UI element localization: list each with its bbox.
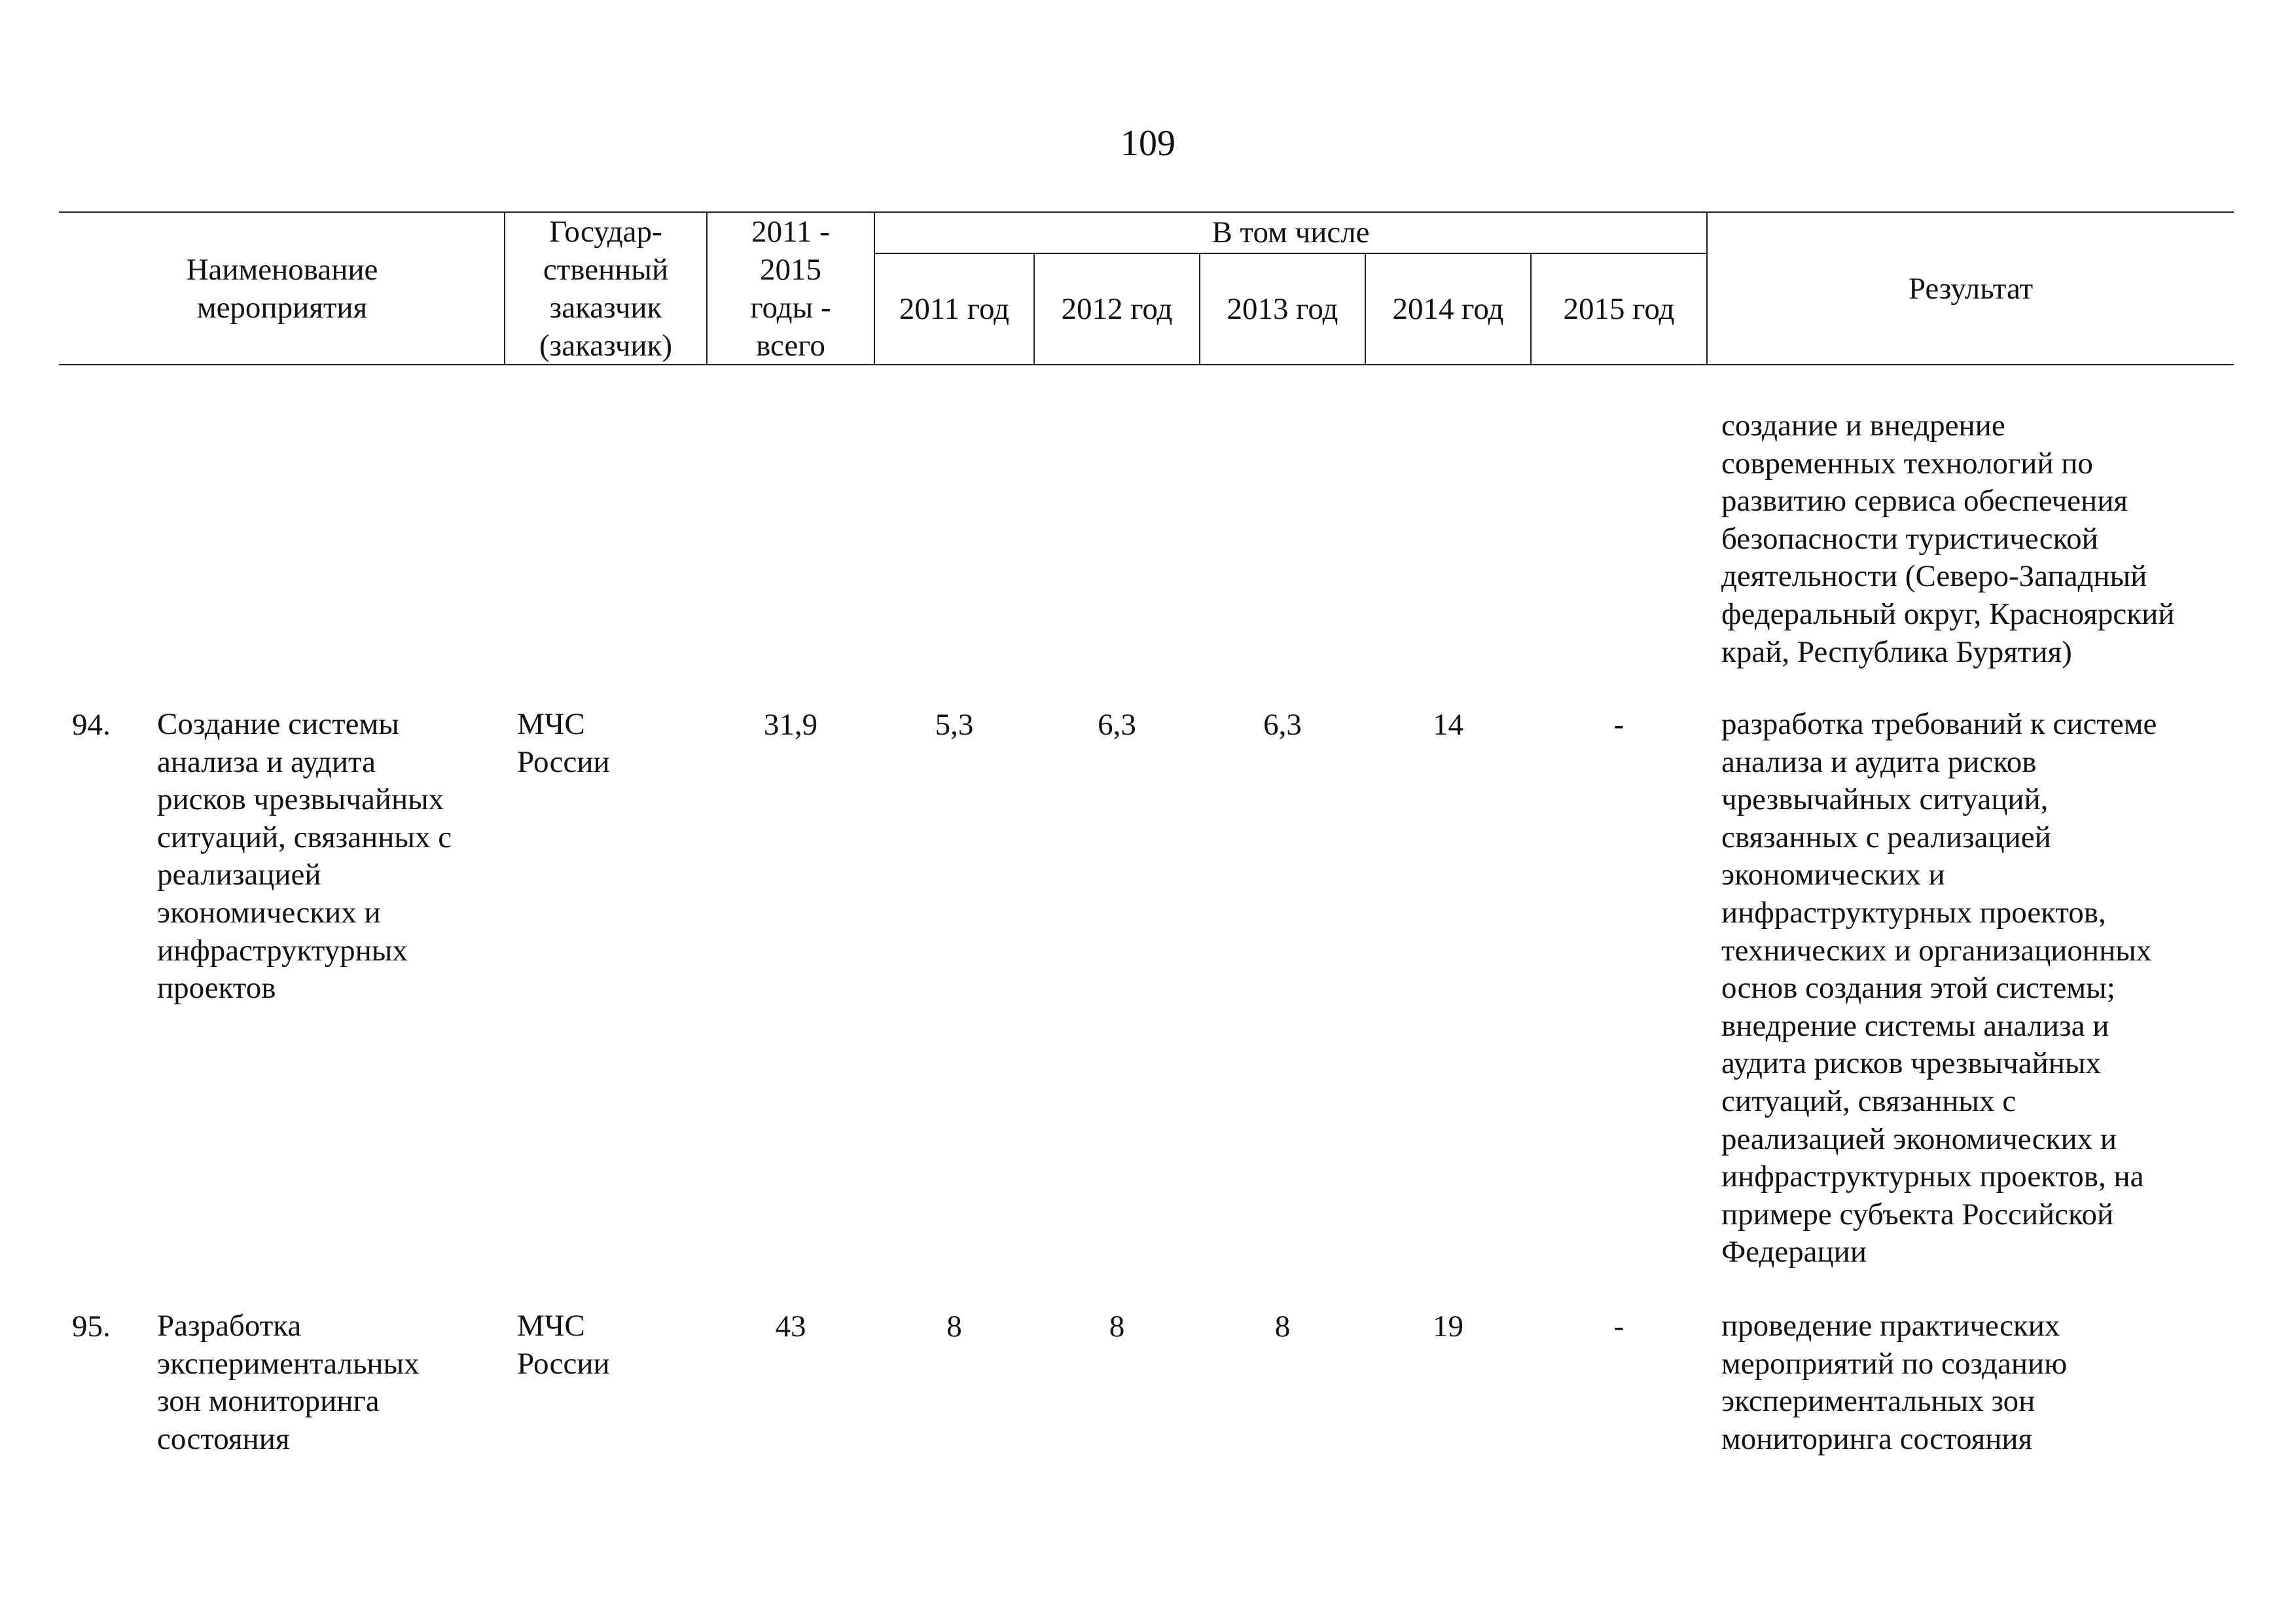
header-including: В том числе (1211, 215, 1370, 249)
row-name-line: Разработка (157, 1309, 302, 1343)
header-customer-line: заказчик (549, 291, 662, 325)
header-total-line: всего (756, 329, 825, 363)
row-value-2012: 6,3 (1098, 708, 1136, 742)
header-year-2012: 2012 год (1061, 292, 1173, 326)
header-total-line: 2011 - (751, 215, 830, 249)
row-name (157, 1307, 420, 1458)
row-value-2015: - (1613, 708, 1624, 742)
result-line: технических и организационных (1721, 933, 2152, 968)
result-line: край, Республика Бурятия) (1721, 634, 2072, 669)
result-line: внедрение системы анализа и (1721, 1008, 2109, 1043)
row-name-line: Создание системы (157, 707, 399, 741)
result-line: связанных с реализацией (1721, 820, 2051, 854)
including-underline (874, 253, 1706, 254)
result-line: Федерации (1721, 1235, 1867, 1269)
row-value-2011: 8 (946, 1309, 962, 1343)
header-customer-line: (заказчик) (539, 329, 672, 363)
result-line: развитию сервиса обеспечения (1721, 484, 2128, 519)
header-customer-line: ственный (543, 253, 669, 287)
header-year-2014: 2014 год (1392, 292, 1504, 326)
row-name-line: рисков чрезвычайных (157, 782, 444, 817)
row-name-line: проектов (157, 971, 276, 1006)
row-name-line: инфраструктурных (157, 933, 408, 968)
row-result (1721, 1307, 2067, 1458)
row-number: 94. (72, 708, 111, 742)
row-name-line: экспериментальных (157, 1346, 420, 1381)
header-customer-line: Государ- (549, 215, 662, 249)
header-name-line: Наименование (186, 253, 378, 287)
row-total: 43 (775, 1309, 806, 1343)
row-result (1721, 706, 2157, 1271)
row-name-line: состояния (157, 1421, 290, 1456)
row-customer (517, 1307, 610, 1383)
result-line: разработка требований к системе (1721, 707, 2157, 741)
header-bottom-rule (59, 364, 2234, 365)
row-customer-line: МЧС (517, 1309, 585, 1343)
header-total-line: годы - (750, 291, 831, 325)
result-line: создание и внедрение (1721, 409, 2005, 443)
result-line: мероприятий по созданию (1721, 1346, 2068, 1381)
row-customer-line: России (517, 1346, 610, 1381)
row-value-2012: 8 (1109, 1309, 1125, 1343)
result-line: чрезвычайных ситуаций, (1721, 782, 2049, 817)
row-value-2015: - (1613, 1309, 1624, 1343)
result-line: проведение практических (1721, 1309, 2060, 1343)
row-value-2014: 19 (1433, 1309, 1463, 1343)
header-total-line: 2015 (760, 253, 821, 287)
row-customer (517, 706, 610, 781)
row-customer-line: России (517, 744, 610, 779)
header-year-2011: 2011 год (899, 292, 1010, 326)
header-name-line: мероприятия (196, 291, 368, 325)
header-name (60, 251, 504, 327)
result-line: безопасности туристической (1721, 521, 2098, 556)
header-customer (505, 213, 706, 365)
continuation-result (1721, 407, 2174, 671)
result-line: инфраструктурных проектов, на (1721, 1159, 2144, 1194)
row-value-2014: 14 (1433, 708, 1463, 742)
result-line: примере субъекта Российской (1721, 1197, 2114, 1231)
result-line: современных технологий по (1721, 446, 2093, 481)
result-line: реализацией экономических и (1721, 1122, 2117, 1156)
header-year-2013: 2013 год (1227, 292, 1338, 326)
row-number: 95. (72, 1309, 111, 1343)
result-line: экономических и (1721, 858, 1945, 892)
header-total (708, 213, 874, 365)
result-line: деятельности (Северо-Западный (1721, 559, 2147, 594)
row-name-line: ситуаций, связанных с (157, 820, 452, 854)
page-number: 109 (1121, 123, 1175, 164)
row-value-2011: 5,3 (935, 708, 974, 742)
result-line: мониторинга состояния (1721, 1421, 2033, 1456)
result-line: аудита рисков чрезвычайных (1721, 1046, 2101, 1081)
header-year-2015: 2015 год (1563, 292, 1675, 326)
result-line: инфраструктурных проектов, (1721, 895, 2106, 930)
row-name-line: экономических и (157, 895, 381, 930)
result-line: ситуаций, связанных с (1721, 1084, 2017, 1118)
header-top-rule (59, 211, 2234, 213)
row-name-line: зон мониторинга (157, 1384, 380, 1419)
row-name-line: анализа и аудита (157, 744, 376, 779)
row-total: 31,9 (763, 708, 818, 742)
result-line: анализа и аудита рисков (1721, 744, 2037, 779)
result-line: федеральный округ, Красноярский (1721, 596, 2175, 631)
row-customer-line: МЧС (517, 707, 585, 741)
row-value-2013: 6,3 (1263, 708, 1302, 742)
row-name (157, 706, 452, 1008)
header-result: Результат (1908, 272, 2034, 306)
row-name-line: реализацией (157, 858, 321, 892)
result-line: основ создания этой системы; (1721, 971, 2115, 1006)
row-value-2013: 8 (1274, 1309, 1291, 1343)
result-line: экспериментальных зон (1721, 1384, 2036, 1419)
